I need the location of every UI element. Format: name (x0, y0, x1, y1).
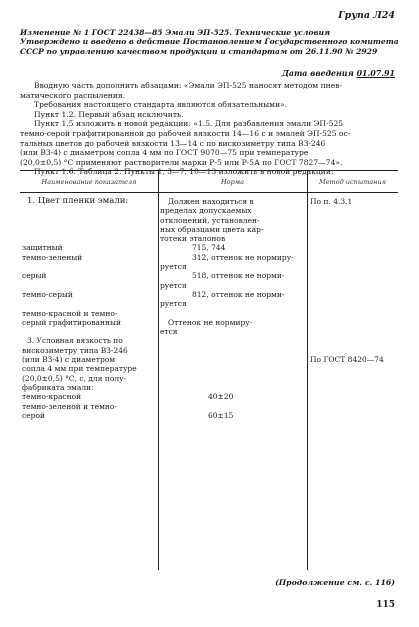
method-cell: По ГОСТ 8420—74 (310, 355, 384, 364)
table-cell (160, 402, 304, 411)
table-column-divider (158, 170, 159, 570)
body-line: (20,0±0,5) °С применяют растворители марки Р-5 или Р-5А по ГОСТ 7827—74». (20, 157, 343, 167)
header-line-2: Утверждено и введено в действие Постановлением Государственного комитета (20, 37, 399, 47)
specification-table (20, 170, 398, 570)
table-cell (22, 225, 156, 234)
table-top-rule (20, 170, 398, 171)
table-cell: 312, оттенок не нормиру- (192, 252, 294, 262)
table-column-divider (307, 170, 308, 570)
body-line: тальных цветов до рабочей вязкости 13—14 с по вискозиметру типа ВЗ-246 (20, 138, 326, 148)
table-cell: темно-серый (22, 289, 73, 299)
table-cell: темно-красной (22, 392, 82, 402)
table-cell (22, 206, 156, 215)
body-line: Пункт 1.2. Первый абзац исключить. (34, 109, 184, 119)
table-cell (160, 355, 304, 364)
table-cell: темно-зеленой и темно- (22, 401, 117, 411)
table-cell (22, 299, 156, 308)
table-cell: 518, оттенок не норми- (192, 271, 285, 281)
indicator-column (22, 197, 156, 420)
effective-date-value: 01.07.91 (356, 69, 395, 78)
group-label: Група Л24 (338, 10, 395, 21)
table-cell (160, 336, 304, 345)
table-cell (22, 281, 156, 290)
effective-date (282, 69, 395, 78)
body-text (20, 81, 398, 177)
table-cell: 812, оттенок не норми- (192, 289, 285, 299)
table-header-rule (20, 192, 398, 193)
table-cell: руется (160, 299, 187, 309)
body-line: матического распыления. (20, 90, 126, 100)
table-cell (160, 374, 304, 383)
table-cell: руется (160, 280, 187, 290)
table-cell: пределах допускаемых (160, 206, 252, 216)
continuation-note: (Продолжение см. с. 116) (275, 578, 395, 587)
table-cell: 1. Цвет пленки эмали: (27, 197, 129, 206)
table-cell: темно-красной и темно- (22, 308, 118, 318)
table-cell (22, 327, 156, 336)
table-cell (22, 262, 156, 271)
table-cell: 3. Условная вязкость по (27, 336, 123, 346)
page-number: 115 (376, 600, 395, 610)
header-line-3: СССР по управлению качеством продукции и стандартам от 26.11.90 № 2929 (20, 46, 378, 56)
body-line: темно-серой графитированной до рабочей вязкости 14—16 с и эмалей ЭП-525 ос- (20, 128, 351, 138)
column-header-method: Метод испытания (319, 178, 386, 186)
table-cell: отклонений, установлен- (160, 215, 260, 225)
table-cell: Оттенок не нормиру- (168, 317, 253, 327)
effective-date-label: Дата введения (281, 69, 354, 78)
table-cell: 40±20 (208, 392, 234, 402)
table-cell: руется (160, 262, 187, 272)
table-cell (160, 383, 304, 392)
table-cell (160, 309, 304, 318)
table-cell: серый графитированный (22, 317, 121, 327)
table-cell: сопла 4 мм при температуре (22, 364, 137, 374)
table-cell: (или ВЗ-4) с диаметром (22, 355, 116, 365)
body-line: Пункт 1.5 изложить в новой редакции: «1.5. Для разбавления эмали ЭП-525 (34, 119, 344, 129)
table-cell (22, 234, 156, 243)
table-cell: вискозиметру типа ВЗ-246 (22, 345, 128, 355)
table-cell: ных образцами цвета кар- (160, 224, 264, 234)
table-cell: тотеки эталонов (160, 234, 226, 244)
column-header-indicator: Наименование показателя (41, 178, 137, 186)
method-cell: По п. 4.3.1 (310, 197, 353, 206)
table-cell (22, 216, 156, 225)
table-cell: серой (22, 410, 45, 420)
document-header (20, 28, 398, 56)
table-cell: 715, 744 (192, 243, 226, 253)
table-cell (160, 364, 304, 373)
header-title: Изменение № 1 ГОСТ 22438—85 Эмали ЭП-525. Технические условия (20, 28, 331, 37)
body-line: Вводную часть дополнить абзацами: «Эмали ЭП-525 наносят методом пнев- (34, 81, 343, 90)
table-cell: 60±15 (208, 410, 234, 420)
body-line: (или ВЗ-4) с диаметром сопла 4 мм по ГОСТ 9070—75 при температуре (20, 148, 309, 158)
norm-column (160, 197, 304, 420)
table-cell: защитный (22, 243, 63, 253)
table-cell: Должен находиться в (168, 197, 254, 206)
body-line: Пункт 1.6. Таблица 2. Пункты 1, 3—7, 10—13 изложить в новой редакции: (34, 167, 334, 177)
table-cell: темно-зеленый (22, 252, 83, 262)
table-cell: серый (22, 271, 47, 281)
body-line: Требования настоящего стандарта являются обязательными». (34, 100, 288, 110)
table-cell: (20,0±0,5) °С, с, для полу- (22, 373, 127, 383)
column-header-norm: Норма (220, 178, 244, 186)
table-cell (160, 346, 304, 355)
table-cell: фабриката эмали: (22, 382, 94, 392)
table-cell: ется (160, 327, 178, 337)
